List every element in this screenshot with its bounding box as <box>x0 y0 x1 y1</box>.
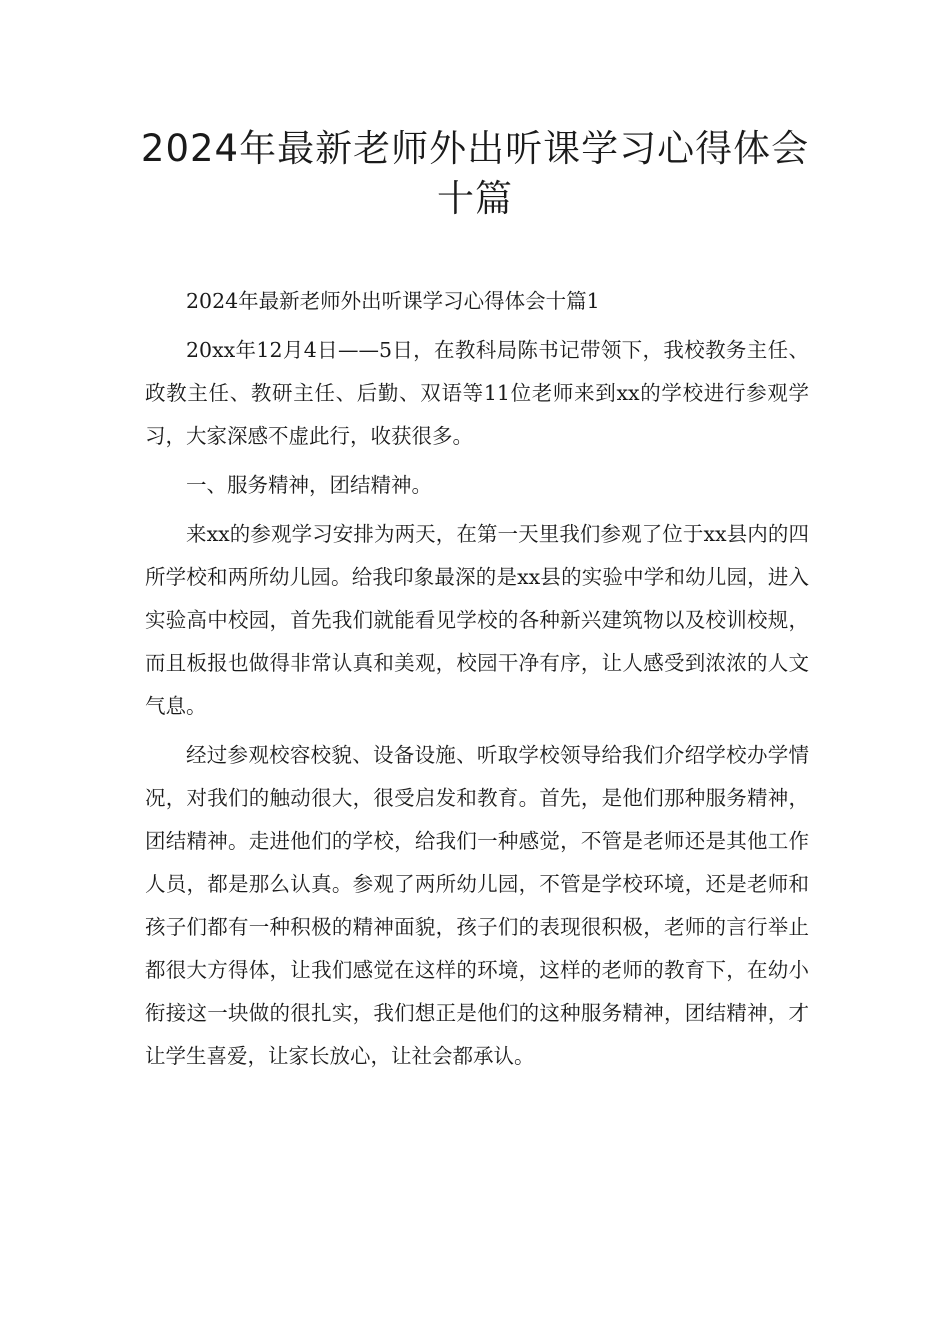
document-title-line-1: 2024年最新老师外出听课学习心得体会 <box>140 127 810 170</box>
document-body <box>145 280 809 1084</box>
body-paragraph: 20xx年12月4日——5日，在教科局陈书记带领下，我校教务主任、政教主任、教研主任、后勤、双语等11位老师来到xx的学校进行参观学习，大家深感不虚此行，收获很多。 <box>145 338 809 448</box>
body-paragraph: 经过参观校容校貌、设备设施、听取学校领导给我们介绍学校办学情况，对我们的触动很大，很受启发和教育。首先，是他们那种服务精神，团结精神。走进他们的学校，给我们一种感觉，不管是老师还是其他工作人员，都是那么认真。参观了两所幼儿园，不管是学校环境，还是老师和孩子们都有一种积极的精神面貌，孩子们的表现很积极，老师的言行举止都很大方得体，让我们感觉在这样的环境，这样的老师的教育下，在幼小衔接这一块做的很扎实，我们想正是他们的这种服务精神，团结精神，才让学生喜爱，让家长放心，让社会都承认。 <box>145 743 809 1068</box>
section-heading: 2024年最新老师外出听课学习心得体会十篇1 <box>186 289 600 313</box>
document-title-line-2: 十篇 <box>437 177 513 220</box>
document-title <box>100 124 850 224</box>
subsection-heading: 一、服务精神，团结精神。 <box>186 473 432 497</box>
body-paragraph: 来xx的参观学习安排为两天，在第一天里我们参观了位于xx县内的四所学校和两所幼儿园。给我印象最深的是xx县的实验中学和幼儿园，进入实验高中校园，首先我们就能看见学校的各种新兴建筑物以及校训校规，而且板报也做得非常认真和美观，校园干净有序，让人感受到浓浓的人文气息。 <box>145 522 809 718</box>
